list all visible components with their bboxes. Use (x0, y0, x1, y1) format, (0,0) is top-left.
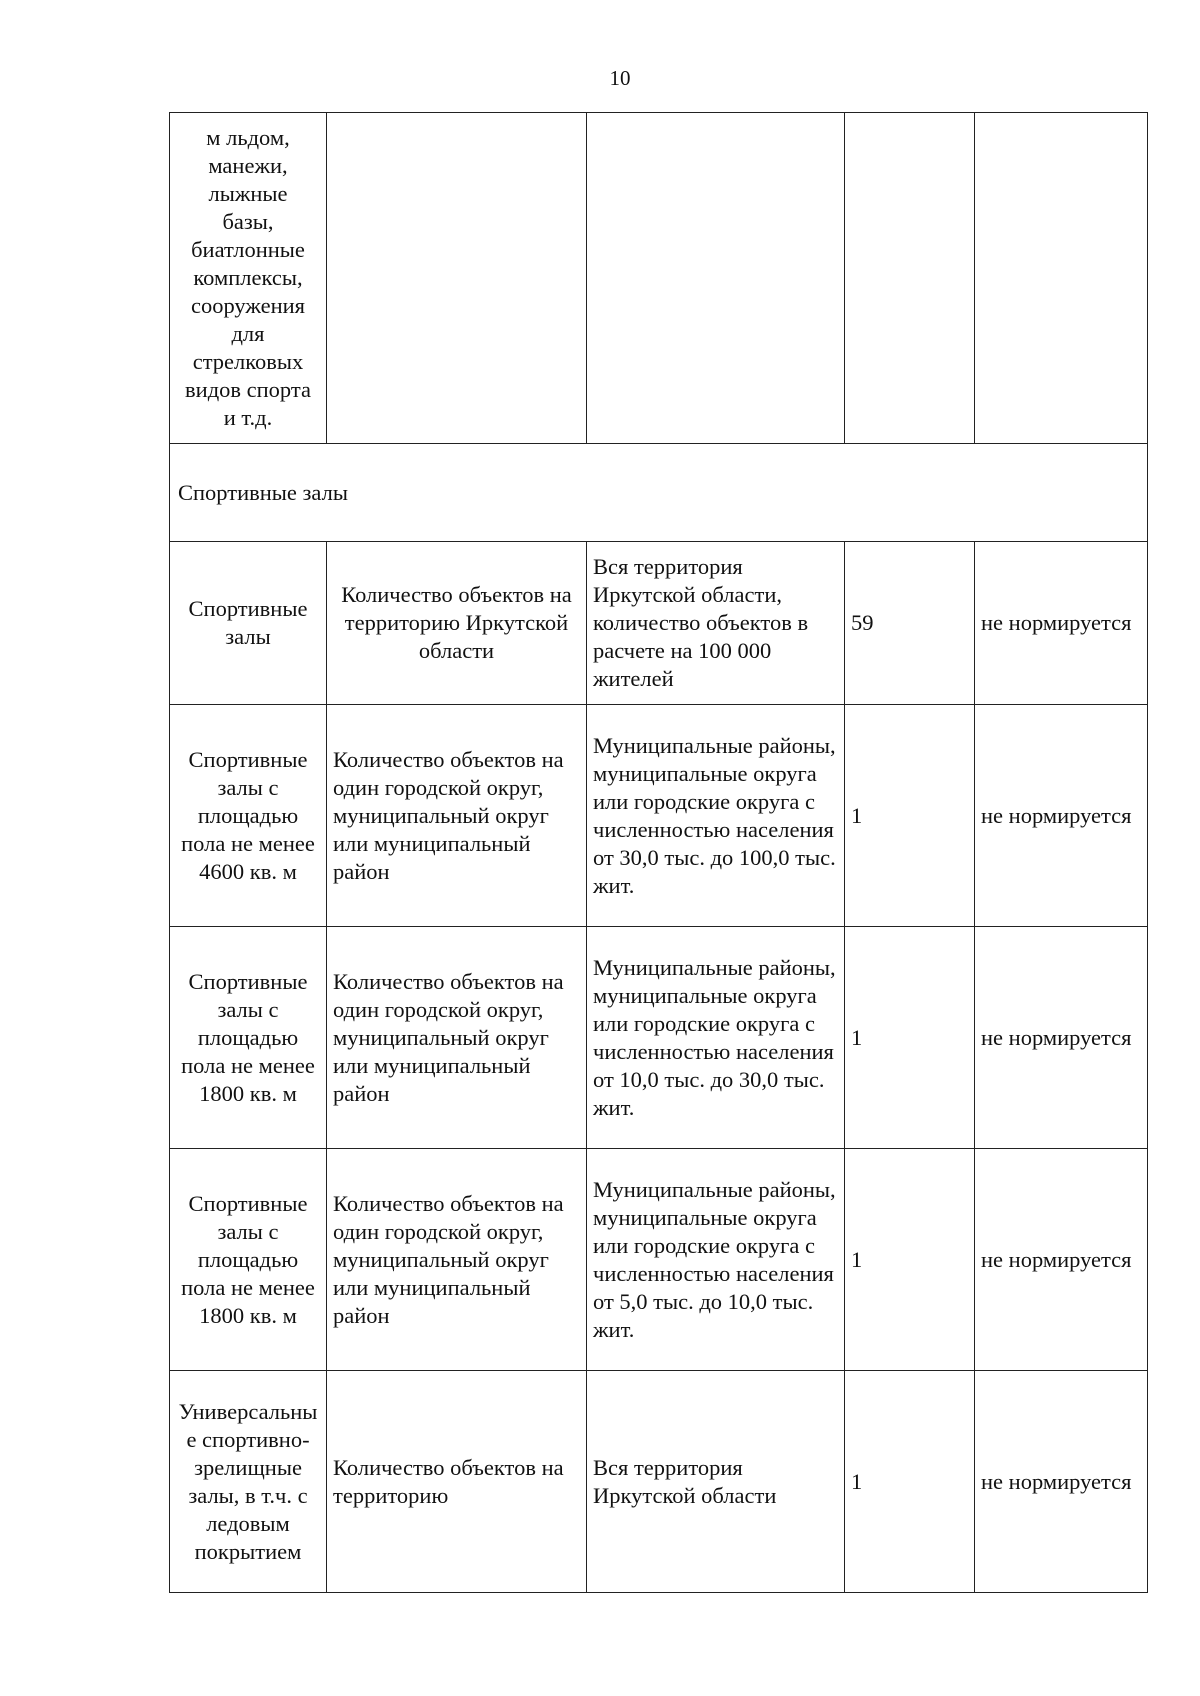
scope: Муниципальные районы, муниципальные округа или городские округа с численностью населения от 5,0 тыс. до 10,0 тыс. жит. (587, 1149, 845, 1371)
object-name: Универсальные спортивно-зрелищные залы, в т.ч. с ледовым покрытием (170, 1371, 327, 1593)
object-name-lines: м льдом, манежи, лыжные базы, биатлонные комплексы, сооружения для стрелковых видов спорта и т.д. (185, 125, 311, 430)
value: 1 (845, 927, 975, 1149)
norm: не нормируется (975, 542, 1148, 705)
norm: не нормируется (975, 1149, 1148, 1371)
object-name: Спортивные залы (170, 542, 327, 705)
norm: не нормируется (975, 705, 1148, 927)
page-number: 10 (609, 66, 631, 90)
table-row (170, 542, 1148, 705)
indicator: Количество объектов на один городской округ, муниципальный округ или муниципальный район (327, 927, 587, 1149)
object-name: Спортивные залы с площадью пола не менее 1800 кв. м (170, 927, 327, 1149)
table-row (170, 1149, 1148, 1371)
value: 59 (845, 542, 975, 705)
norm: не нормируется (975, 927, 1148, 1149)
table-row-continuation (170, 113, 1148, 444)
norm: не нормируется (975, 1371, 1148, 1593)
indicator: Количество объектов на один городской округ, муниципальный округ или муниципальный район (327, 705, 587, 927)
scope: Муниципальные районы, муниципальные округа или городские округа с численностью населения от 30,0 тыс. до 100,0 тыс. жит. (587, 705, 845, 927)
table-row (170, 705, 1148, 927)
value: 1 (845, 1371, 975, 1593)
scope: Вся территория Иркутской области, количество объектов в расчете на 100 000 жителей (587, 542, 845, 705)
object-name: Спортивные залы с площадью пола не менее 1800 кв. м (170, 1149, 327, 1371)
value: 1 (845, 705, 975, 927)
table-row (170, 927, 1148, 1149)
table-row (170, 1371, 1148, 1593)
indicator: Количество объектов на один городской округ, муниципальный округ или муниципальный район (327, 1149, 587, 1371)
empty-cell (975, 113, 1148, 444)
indicator: Количество объектов на территорию (327, 1371, 587, 1593)
scope: Вся территория Иркутской области (587, 1371, 845, 1593)
scope: Муниципальные районы, муниципальные округа или городские округа с численностью населения от 10,0 тыс. до 30,0 тыс. жит. (587, 927, 845, 1149)
object-name: Спортивные залы с площадью пола не менее 4600 кв. м (170, 705, 327, 927)
empty-cell (587, 113, 845, 444)
indicator: Количество объектов на территорию Иркутской области (327, 542, 587, 705)
object-name-cell (170, 113, 327, 444)
empty-cell (845, 113, 975, 444)
section-title: Спортивные залы (170, 444, 1148, 542)
norms-table (169, 112, 1148, 1593)
section-header-row (170, 444, 1148, 542)
value: 1 (845, 1149, 975, 1371)
empty-cell (327, 113, 587, 444)
